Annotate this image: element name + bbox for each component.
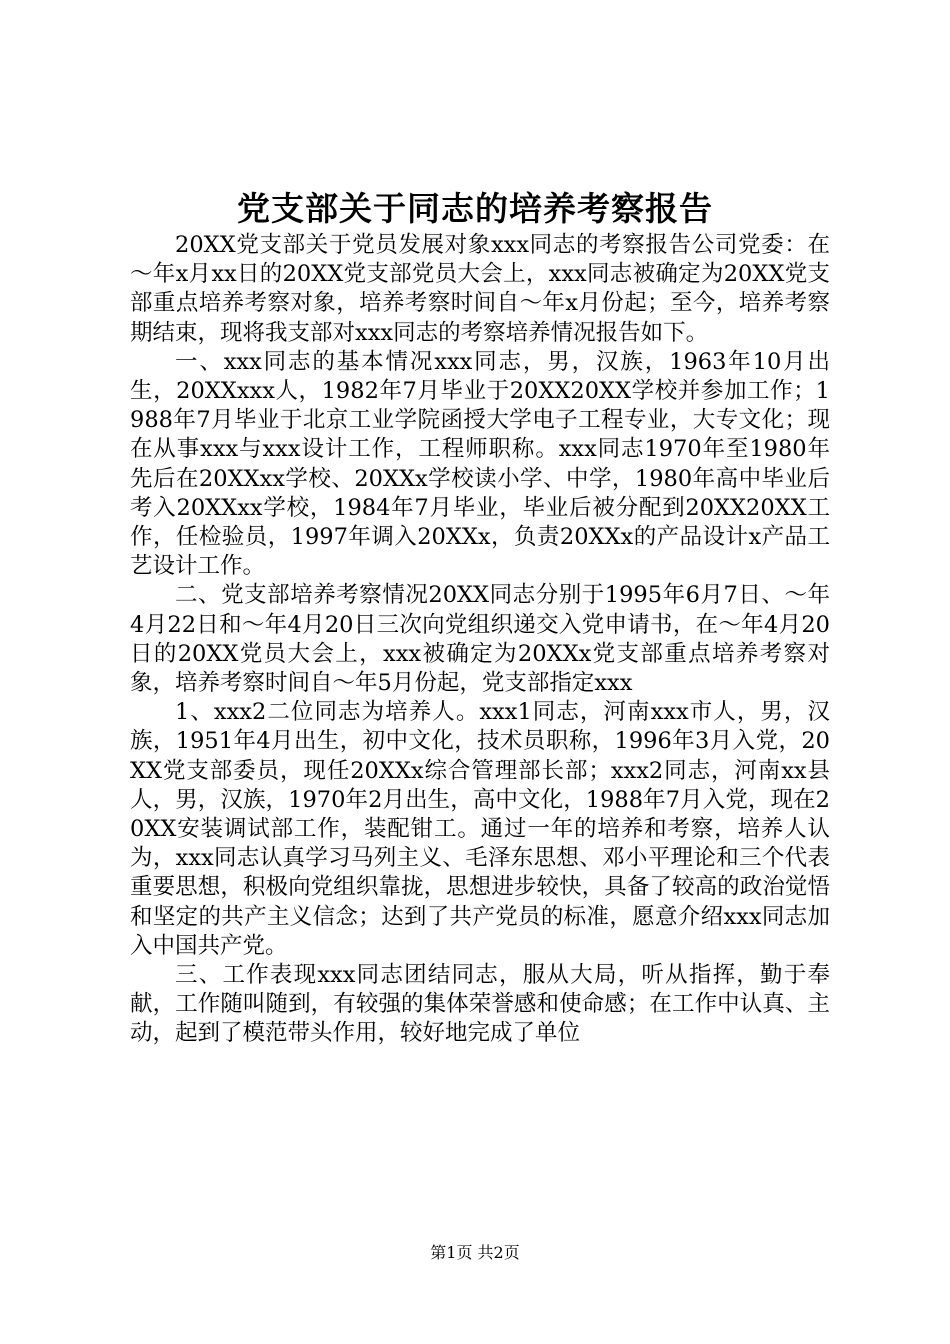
paragraph-sponsors: 1、xxx2二位同志为培养人。xxx1同志，河南xxx市人，男，汉族，1951年4月出生，初中文化，技术员职称，1996年3月入党，20XX党支部委员，现任20XXx综合管理部长部；xxx2同志，河南xx县人，男，汉族，1970年2月出生，高中文化，1988年7月入党，现在20XX安装调试部工作，装配钳工。通过一年的培养和考察，培养人认为，xxx同志认真学习马列主义、毛泽东思想、邓小平理论和三个代表重要思想，积极向党组织靠拢，思想进步较快，具备了较高的政治觉悟和坚定的共产主义信念；达到了共产党员的标准，愿意介绍xxx同志加入中国共产党。 [130,699,830,959]
paragraph-basic-info: 一、xxx同志的基本情况xxx同志，男，汉族，1963年10月出生，20XXxxx人，1982年7月毕业于20XX20XX学校并参加工作；1988年7月毕业于北京工业学院函授大学电子工程专业，大专文化；现在从事xxx与xxx设计工作，工程师职称。xxx同志1970年至1980年先后在20XXxx学校、20XXx学校读小学、中学，1980年高中毕业后考入20XXxx学校，1984年7月毕业，毕业后被分配到20XX20XX工作，任检验员，1997年调入20XXx，负责20XXx的产品设计x产品工艺设计工作。 [130,348,830,580]
document-body [130,231,830,1049]
paragraph-work-performance: 三、工作表现xxx同志团结同志，服从大局，听从指挥，勤于奉献，工作随叫随到，有较强的集体荣誉感和使命感；在工作中认真、主动，起到了模范带头作用，较好地完成了单位 [130,962,830,1047]
paragraph-intro: 20XX党支部关于党员发展对象xxx同志的考察报告公司党委：在～年x月xx日的20XX党支部党员大会上，xxx同志被确定为20XX党支部重点培养考察对象，培养考察时间自～年x月份起；至今，培养考察期结束，现将我支部对xxx同志的考察培养情况报告如下。 [130,232,830,346]
paragraph-cultivation: 二、党支部培养考察情况20XX同志分别于1995年6月7日、～年4月22日和～年4月20日三次向党组织递交入党申请书，在～年4月20日的20XX党员大会上，xxx被确定为20XXx党支部重点培养考察对象，培养考察时间自～年5月份起，党支部指定xxx [130,582,830,697]
page-number-footer: 第1页 共2页 [430,1243,520,1262]
document-title: 党支部关于同志的培养考察报告 [237,189,713,228]
